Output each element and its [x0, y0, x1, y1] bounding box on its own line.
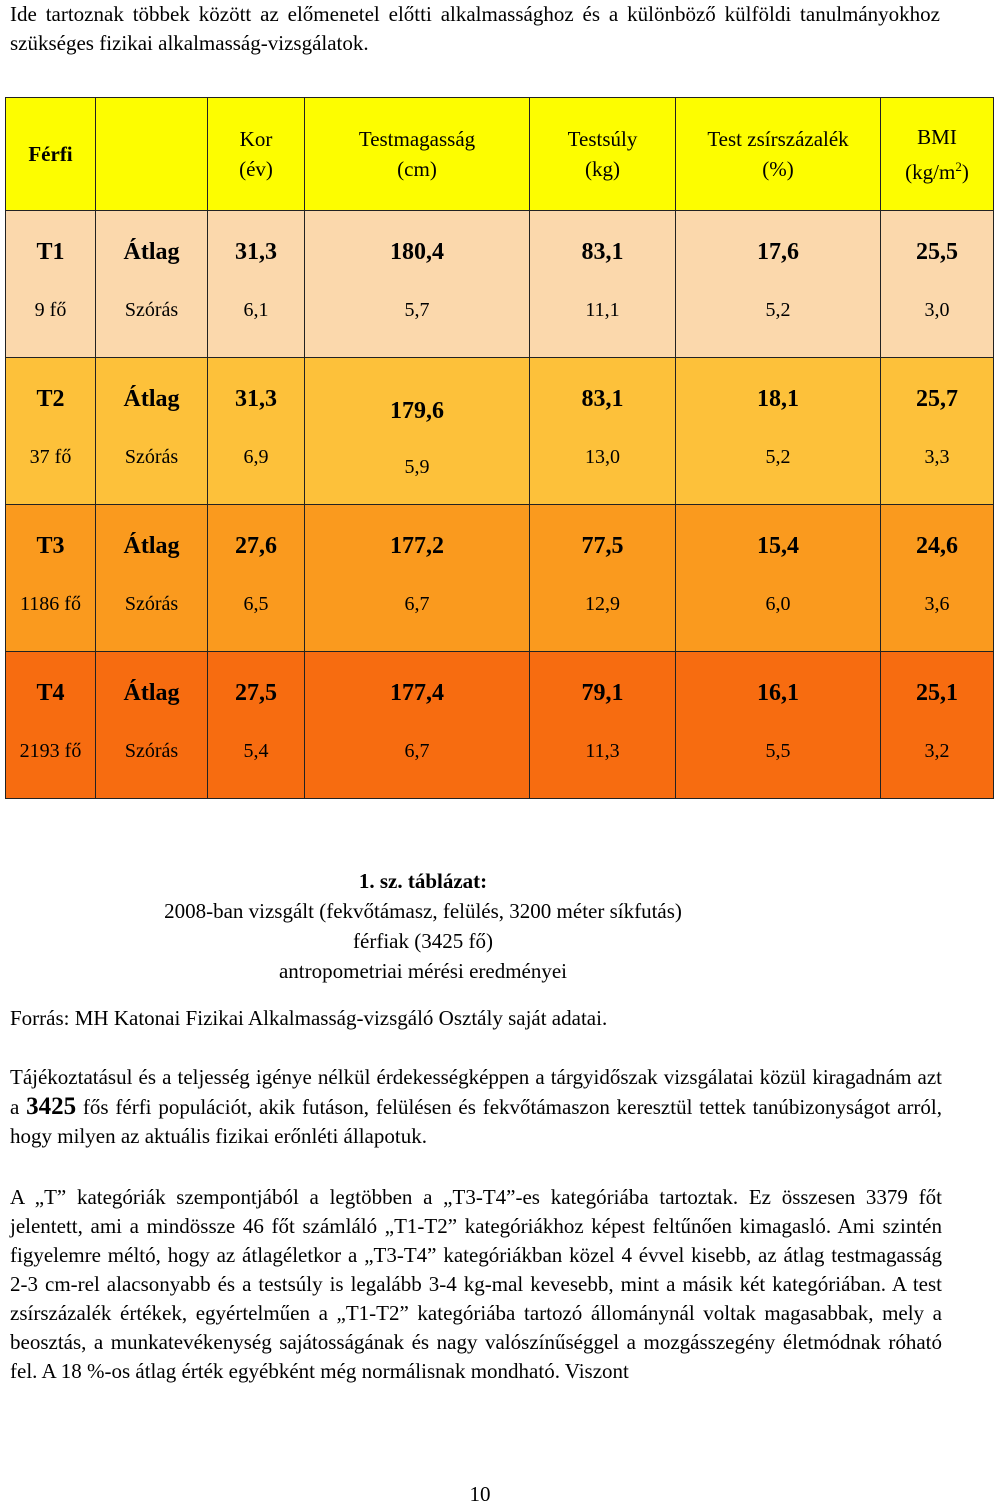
category-count: 9 fő [34, 299, 67, 321]
bmi-mean: 25,5 [916, 239, 958, 265]
category-label: T2 [36, 386, 65, 412]
category-count: 1186 fő [20, 593, 81, 615]
caption-title: 1. sz. táblázat: [358, 869, 488, 893]
bmi-mean: 25,1 [916, 680, 958, 706]
header-bmi: BMI $(kg/m^2)$ [881, 98, 994, 211]
age-mean: 27,6 [235, 533, 277, 559]
height-mean: 180,4 [390, 239, 444, 265]
fat-mean: 18,1 [757, 386, 799, 412]
header-ferfi: Férfi [6, 98, 96, 211]
age-sd: 6,1 [243, 299, 269, 321]
fat-mean: 16,1 [757, 680, 799, 706]
sd-label: Szórás [124, 593, 179, 615]
bmi-mean: 25,7 [916, 386, 958, 412]
bmi-sd: 3,3 [924, 446, 950, 468]
body-paragraph-1: Tájékoztatásul és a teljesség igénye nélkül érdekességképpen a tárgyidőszak vizsgálatai közül kiragadnám azt a 3425 fős férfi populációt, akik futáson, felülésen és fekvőtámaszon keresztül tettek tanúbizonyságot arról, hogy milyen az aktuális fizikai erőnléti állapotuk. [10, 1065, 942, 1148]
weight-sd: 12,9 [585, 593, 620, 615]
bmi-sd: 3,6 [924, 593, 950, 615]
age-sd: 5,4 [243, 740, 269, 762]
age-sd: 6,5 [243, 593, 269, 615]
intro-paragraph: Ide tartoznak többek között az előmenetel előtti alkalmassághoz és a különböző külföldi tanulmányokhoz szükséges fizikai alkalmasság-vizsgálatok. [10, 2, 940, 55]
table-header-row [6, 98, 994, 211]
caption-line: férfiak (3425 fő) [353, 929, 493, 953]
age-sd: 6,9 [243, 446, 269, 468]
fat-mean: 15,4 [757, 533, 799, 559]
bmi-sd: 3,2 [924, 740, 950, 762]
header-testsuly: Testsúly (kg) [530, 98, 676, 211]
height-sd: 5,9 [404, 456, 430, 478]
header-empty [96, 98, 208, 211]
height-sd: 6,7 [404, 593, 430, 615]
category-label: T3 [36, 533, 65, 559]
header-kor: Kor (év) [208, 98, 305, 211]
sd-label: Szórás [124, 299, 179, 321]
table-row-t1 [6, 211, 994, 358]
category-count: 37 fő [29, 446, 72, 468]
body-paragraph-2: A „T” kategóriák szempontjából a legtöbben a „T3-T4”-es kategóriába tartoztak. Ez összesen 3379 főt jelentett, ami a mindössze 46 főt számláló „T1-T2” kategóriákhoz képest feltűnően kimagasló. Ami szintén figyelemre méltó, hogy az átlagéletkor a „T3-T4” kategóriákban közel 4 évvel kisebb, az átlag testmagasság 2-3 cm-rel alacsonyabb és a testsúly is legalább 3-4 kg-mal kevesebb, mint a másik két kategóriában. A test zsírszázalék értékek, egyértelműen a „T1-T2” kategóriába tartozó állománynál voltak magasabbak, mely a beosztás, a munkatevékenység sajátosságának és nagy valószínűséggel a mozgásszegény életmódnak róható fel. A 18 %-os átlag érték egyébként még normálisnak mondható. Viszont [10, 1185, 942, 1383]
fat-sd: 6,0 [765, 593, 791, 615]
source-note: Forrás: MH Katonai Fizikai Alkalmasság-vizsgáló Osztály saját adatai. [10, 1006, 608, 1030]
age-mean: 31,3 [235, 239, 277, 265]
caption-line: 2008-ban vizsgált (fekvőtámasz, felülés, 3200 méter síkfutás) [164, 899, 682, 923]
mean-label: Átlag [123, 239, 180, 265]
mean-label: Átlag [123, 386, 180, 412]
sd-label: Szórás [124, 740, 179, 762]
weight-sd: 13,0 [585, 446, 620, 468]
fat-sd: 5,5 [765, 740, 791, 762]
highlight-number: 3425 [26, 1093, 77, 1120]
sd-label: Szórás [124, 446, 179, 468]
intro-text [10, 0, 940, 58]
mean-label: Átlag [123, 533, 180, 559]
mean-label: Átlag [123, 680, 180, 706]
weight-sd: 11,3 [585, 740, 620, 762]
bmi-sd: 3,0 [924, 299, 950, 321]
weight-mean: 83,1 [581, 239, 624, 265]
header-zsirszazalek: Test zsírszázalék (%) [676, 98, 881, 211]
height-mean: 179,6 [390, 398, 444, 424]
header-testmagassag: Testmagasság (cm) [305, 98, 530, 211]
height-mean: 177,4 [390, 680, 444, 706]
table-row-t2 [6, 358, 994, 505]
bmi-mean: 24,6 [916, 533, 958, 559]
weight-mean: 83,1 [581, 386, 624, 412]
age-mean: 31,3 [235, 386, 277, 412]
weight-sd: 11,1 [585, 299, 620, 321]
category-label: T1 [36, 239, 65, 265]
fat-sd: 5,2 [765, 446, 791, 468]
category-label: T4 [36, 680, 65, 706]
height-sd: 5,7 [404, 299, 430, 321]
fat-sd: 5,2 [765, 299, 791, 321]
table-row-t4 [6, 652, 994, 799]
weight-mean: 77,5 [581, 533, 624, 559]
age-mean: 27,5 [235, 680, 277, 706]
anthropometric-table [5, 97, 994, 799]
weight-mean: 79,1 [581, 680, 624, 706]
page-number: 10 [469, 1482, 491, 1506]
table-caption [0, 866, 846, 986]
table-row-t3 [6, 505, 994, 652]
caption-line: antropometriai mérési eredményei [278, 959, 568, 983]
height-sd: 6,7 [404, 740, 430, 762]
category-count: 2193 fő [19, 740, 82, 762]
height-mean: 177,2 [390, 533, 444, 559]
fat-mean: 17,6 [757, 239, 799, 265]
